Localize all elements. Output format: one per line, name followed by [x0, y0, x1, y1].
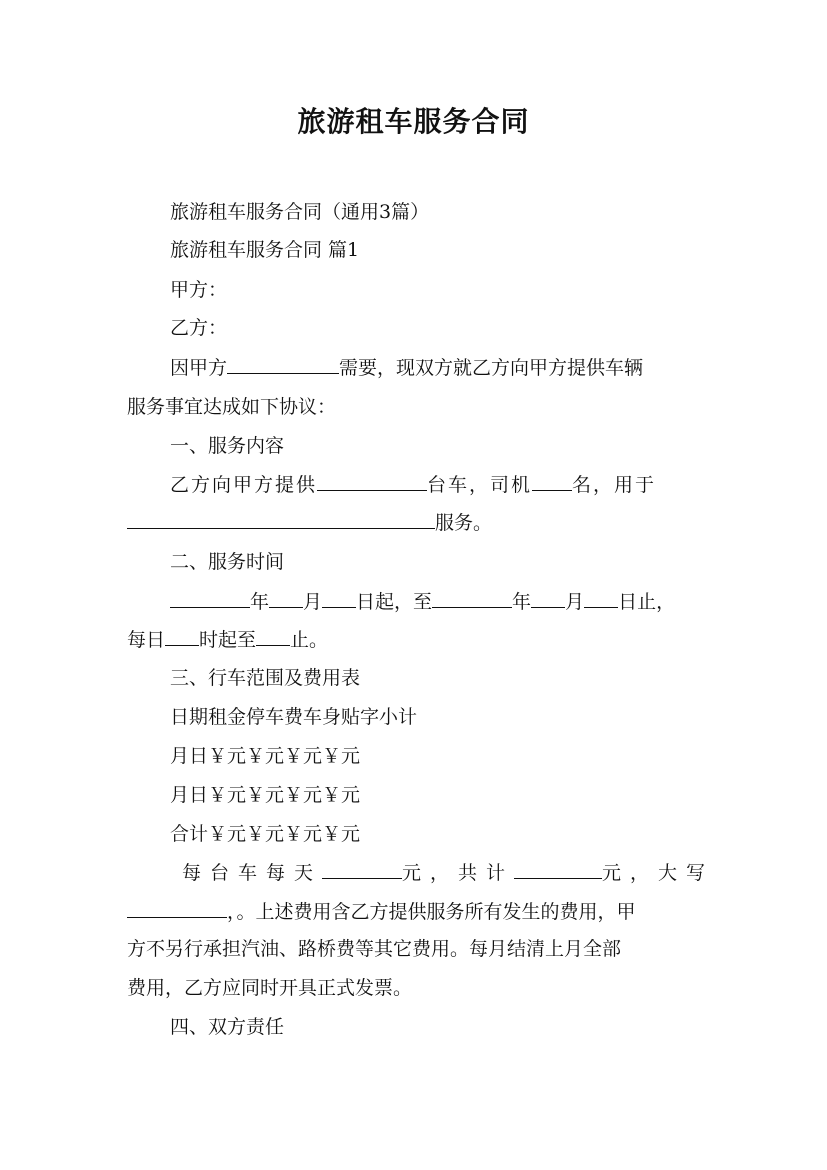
service-text-d: 服务。 [435, 512, 493, 534]
section-1-heading: 一、服务内容 [170, 435, 285, 457]
service-time-line-2 [127, 627, 328, 652]
service-time-line-1 [170, 589, 675, 614]
fee-table-row: 月日￥元￥元￥元￥元 [170, 745, 361, 767]
blank-field[interactable] [227, 355, 339, 374]
day-end-label: 日止， [618, 591, 676, 613]
fee-line-2 [127, 899, 636, 924]
service-content-line-1 [170, 472, 656, 497]
fee-table-header: 日期租金停车费车身贴字小计 [170, 706, 418, 728]
daily-text-b: 时起至 [199, 629, 257, 651]
subtitle: 旅游租车服务合同（通用3篇） [170, 201, 430, 223]
intro-text-b: 需要，现双方就乙方向甲方提供车辆 [339, 357, 644, 379]
intro-line-1 [170, 355, 643, 380]
blank-field[interactable] [127, 899, 227, 918]
blank-field[interactable] [432, 589, 512, 608]
fee-table-total: 合计￥元￥元￥元￥元 [170, 823, 361, 845]
intro-line-2: 服务事宜达成如下协议： [127, 396, 337, 418]
daily-text-a: 每日 [127, 629, 166, 651]
fee-line-1 [182, 860, 714, 885]
blank-field[interactable] [532, 472, 572, 491]
month-label: 月 [565, 591, 585, 613]
blank-field[interactable] [165, 627, 199, 646]
blank-field[interactable] [170, 589, 250, 608]
blank-field[interactable] [269, 589, 303, 608]
month-label: 月 [303, 591, 323, 613]
fee-line-4: 费用，乙方应同时开具正式发票。 [127, 977, 413, 999]
daily-text-c: 止。 [290, 629, 329, 651]
year-label: 年 [250, 591, 270, 613]
fee-table-row: 月日￥元￥元￥元￥元 [170, 784, 361, 806]
document-title: 旅游租车服务合同 [297, 105, 530, 138]
section-3-heading: 三、行车范围及费用表 [170, 667, 361, 689]
fee-text-c: 元，大写 [602, 862, 715, 884]
section-2-heading: 二、服务时间 [170, 551, 285, 573]
year-label: 年 [512, 591, 532, 613]
service-text-a: 乙方向甲方提供 [170, 474, 318, 496]
fee-line-3: 方不另行承担汽油、路桥费等其它费用。每月结清上月全部 [127, 938, 622, 960]
blank-field[interactable] [127, 510, 435, 529]
fee-text-a: 每台车每天 [182, 862, 323, 884]
blank-field[interactable] [584, 589, 618, 608]
section-4-heading: 四、双方责任 [170, 1016, 285, 1038]
fee-text-d: ，。上述费用含乙方提供服务所有发生的费用，甲 [227, 901, 636, 923]
fee-text-b: 元，共计 [402, 862, 515, 884]
blank-field[interactable] [317, 472, 427, 491]
blank-field[interactable] [256, 627, 290, 646]
blank-field[interactable] [514, 860, 602, 879]
service-text-c: 名，用于 [572, 474, 657, 496]
blank-field[interactable] [531, 589, 565, 608]
part-heading: 旅游租车服务合同 篇1 [170, 239, 360, 261]
blank-field[interactable] [322, 860, 402, 879]
day-start-label: 日起，至 [356, 591, 433, 613]
blank-field[interactable] [322, 589, 356, 608]
party-b-label: 乙方： [170, 317, 228, 339]
service-content-line-2 [127, 510, 492, 535]
party-a-label: 甲方： [170, 279, 228, 301]
service-text-b: 台车，司机 [427, 474, 533, 496]
intro-text-a: 因甲方 [170, 357, 228, 379]
